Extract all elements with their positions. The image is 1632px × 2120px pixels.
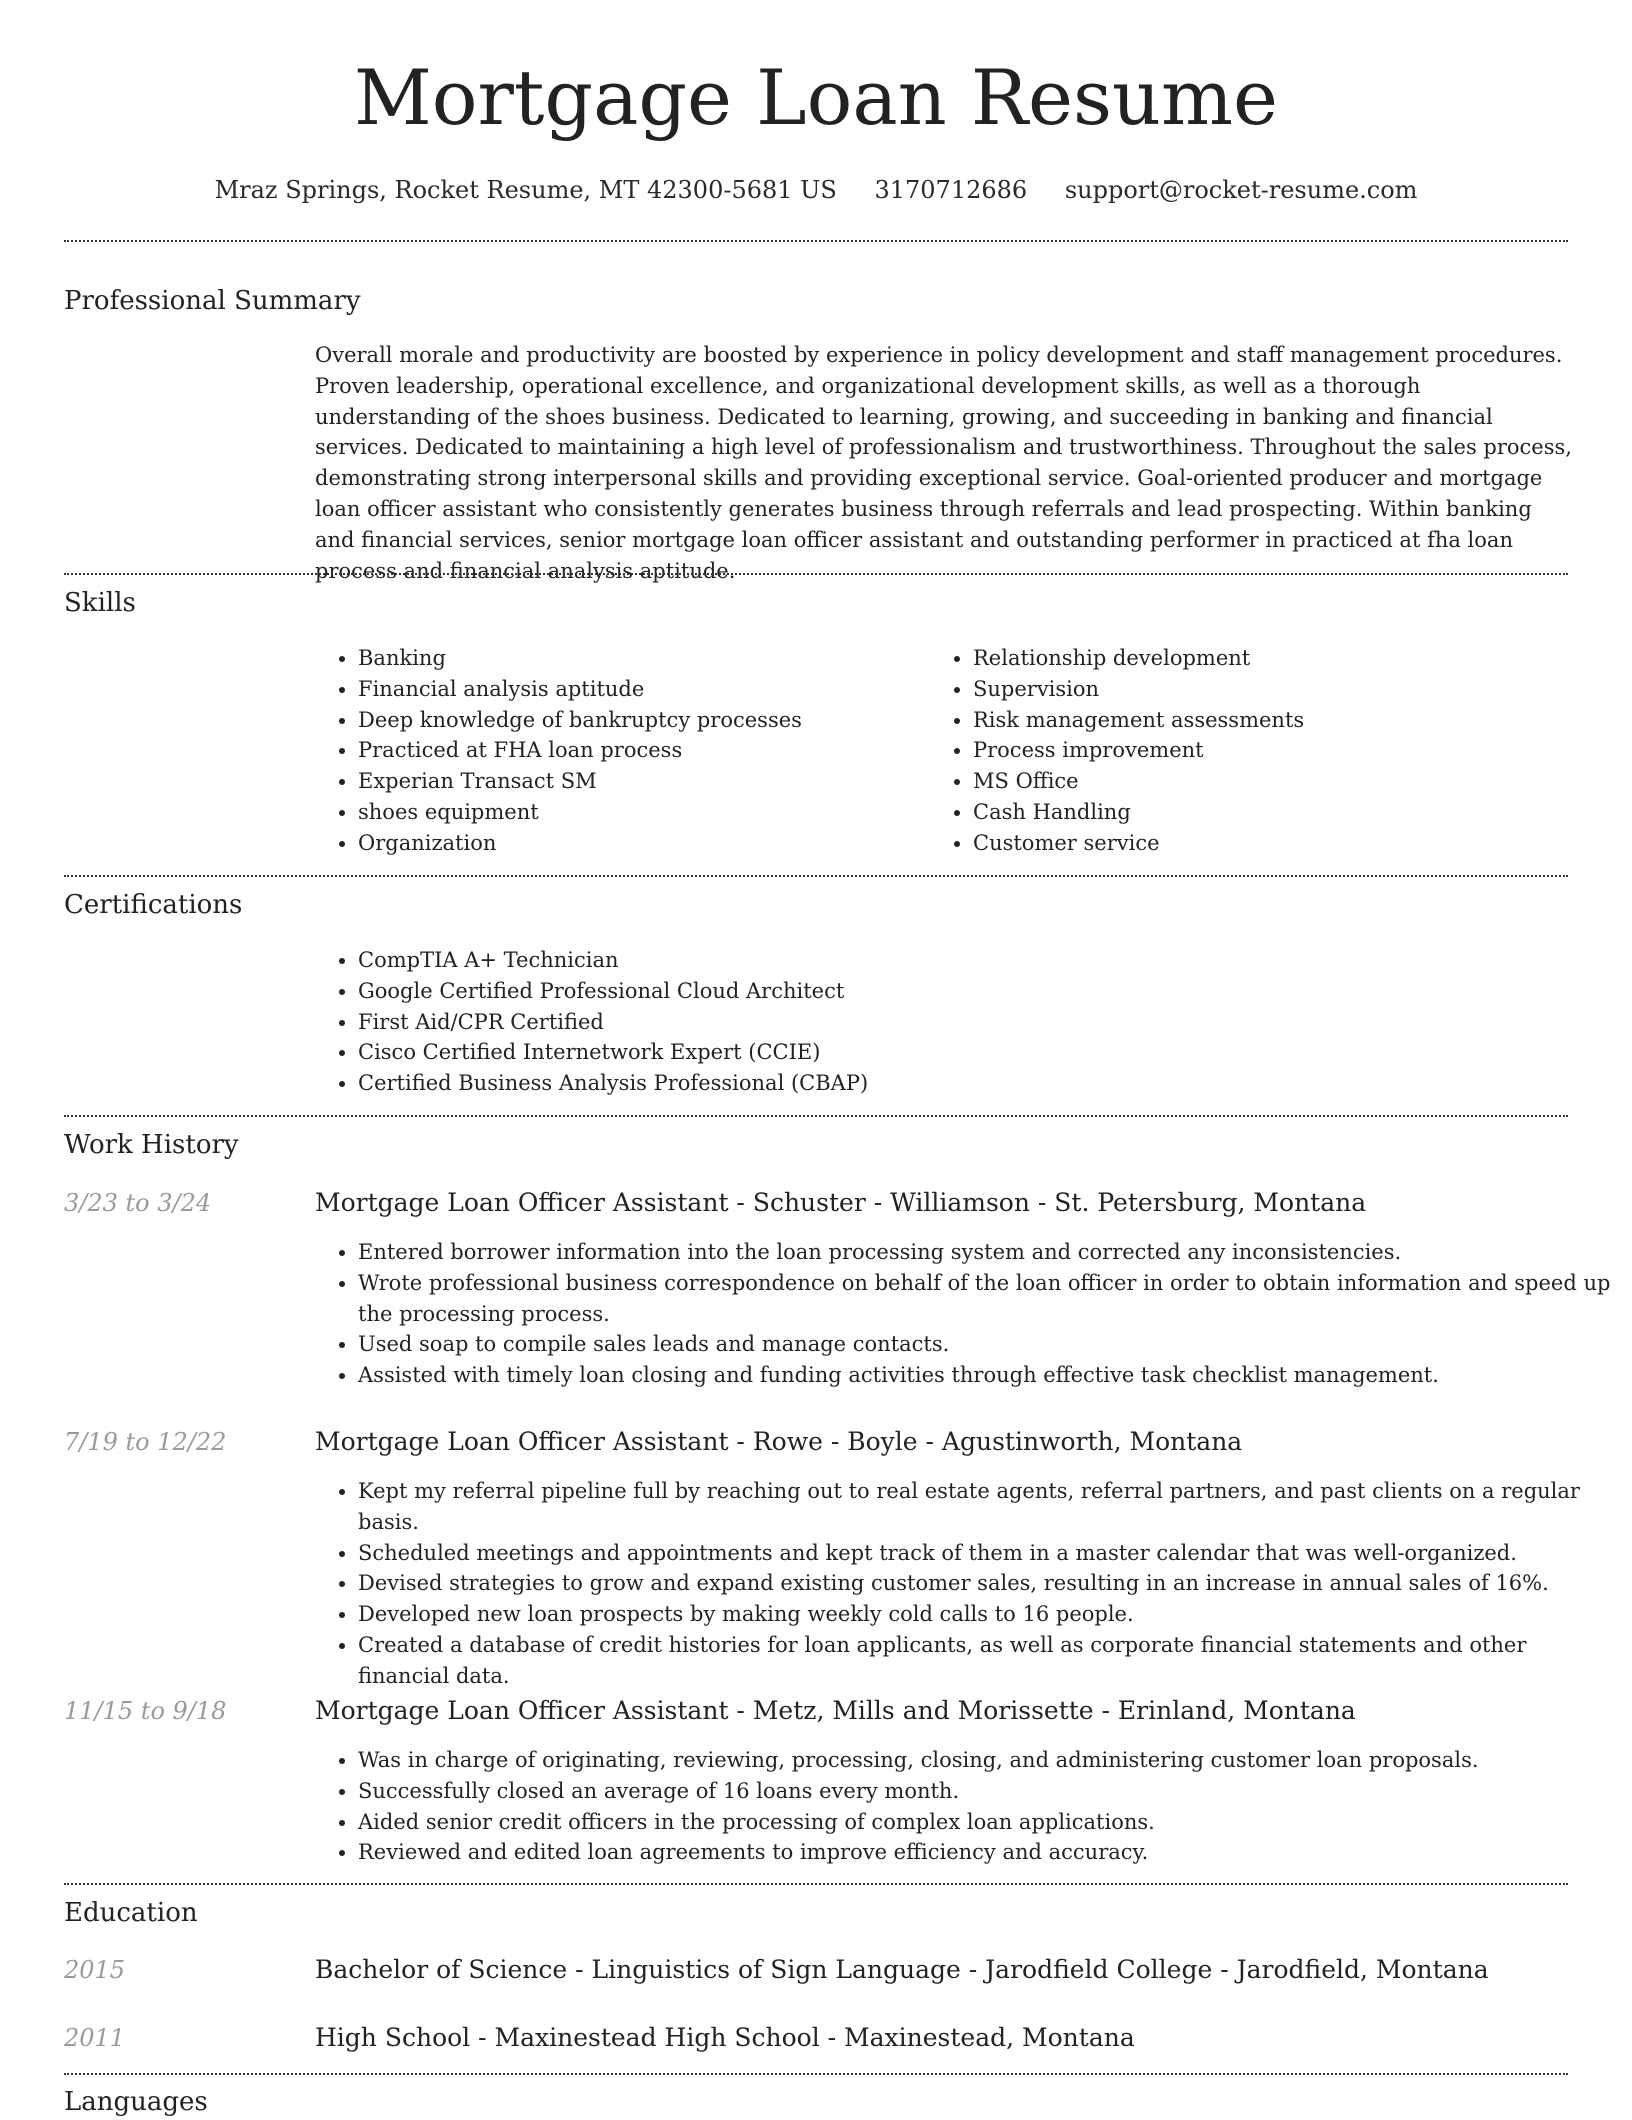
job-bullet: • Successfully closed an average of 16 loans every month. [358, 1776, 1612, 1807]
job-bullet: • Was in charge of originating, reviewing, processing, closing, and administering customer loan proposals. [358, 1745, 1612, 1776]
contact-email[interactable]: support@rocket-resume.com [1064, 176, 1418, 204]
section-divider [64, 2073, 1568, 2075]
skill-item: • Risk management assessments [973, 705, 1573, 736]
job-dates: 11/15 to 9/18 [64, 1697, 227, 1725]
education-heading-line: Bachelor of Science - Linguistics of Sign Language - Jarodfield College - Jarodfield, Montana [315, 1955, 1489, 1984]
job-bullet: • Developed new loan prospects by making weekly cold calls to 16 people. [358, 1599, 1612, 1630]
job-bullet: • Aided senior credit officers in the processing of complex loan applications. [358, 1807, 1612, 1838]
certification-item: • Cisco Certified Internetwork Expert (CCIE) [358, 1037, 1578, 1068]
job-bullet: • Devised strategies to grow and expand existing customer sales, resulting in an increase in annual sales of 16%. [358, 1568, 1612, 1599]
summary-heading: Professional Summary [64, 286, 361, 316]
section-divider [64, 875, 1568, 877]
skills-list-right [929, 643, 1573, 859]
job-dates: 3/23 to 3/24 [64, 1189, 212, 1217]
job-bullets [314, 1476, 1612, 1692]
section-divider [64, 1883, 1568, 1885]
section-divider [64, 1115, 1568, 1117]
skill-item: • MS Office [973, 766, 1573, 797]
job-heading: Mortgage Loan Officer Assistant - Metz, Mills and Morissette - Erinland, Montana [315, 1696, 1356, 1725]
job-heading: Mortgage Loan Officer Assistant - Rowe - Boyle - Agustinworth, Montana [315, 1427, 1243, 1456]
skill-item: • Process improvement [973, 735, 1573, 766]
education-heading: Education [64, 1898, 198, 1928]
job-bullet: • Assisted with timely loan closing and funding activities through effective task checklist management. [358, 1360, 1612, 1391]
job-heading: Mortgage Loan Officer Assistant - Schuster - Williamson - St. Petersburg, Montana [315, 1188, 1367, 1217]
summary-text: Overall morale and productivity are boosted by experience in policy development and staff management procedures. Proven leadership, operational excellence, and organizational development skills, as well as a thorough understanding of the shoes business. Dedicated to learning, growing, and succeeding in banking and financial services. Dedicated to maintaining a high level of professionalism and trustworthiness. Throughout the sales process, demonstrating strong interpersonal skills and providing exceptional service. Goal-oriented producer and mortgage loan officer assistant who consistently generates business through referrals and lead prospecting. Within banking and financial services, senior mortgage loan officer assistant and outstanding performer in practiced at fha loan process and financial analysis aptitude. [315, 343, 1572, 583]
certification-item: • CompTIA A+ Technician [358, 945, 1578, 976]
skill-item: • Financial analysis aptitude [358, 674, 918, 705]
section-divider [64, 573, 1568, 575]
skill-item: • Supervision [973, 674, 1573, 705]
skill-item: • Practiced at FHA loan process [358, 735, 918, 766]
skill-item: • shoes equipment [358, 797, 918, 828]
job-dates: 7/19 to 12/22 [64, 1428, 227, 1456]
job-bullet: • Kept my referral pipeline full by reaching out to real estate agents, referral partners, and past clients on a regular basis. [358, 1476, 1612, 1538]
job-bullet: • Wrote professional business correspondence on behalf of the loan officer in order to obtain information and speed up the processing process. [358, 1268, 1612, 1330]
job-bullet: • Scheduled meetings and appointments and kept track of them in a master calendar that was well-organized. [358, 1538, 1612, 1569]
skills-heading: Skills [64, 588, 136, 618]
skill-item: • Customer service [973, 828, 1573, 859]
languages-heading: Languages [64, 2087, 208, 2117]
job-bullet: • Entered borrower information into the loan processing system and corrected any inconsistencies. [358, 1237, 1612, 1268]
skill-item: • Deep knowledge of bankruptcy processes [358, 705, 918, 736]
skill-item: • Organization [358, 828, 918, 859]
job-bullets [314, 1237, 1612, 1391]
skill-item: • Cash Handling [973, 797, 1573, 828]
job-bullet: • Reviewed and edited loan agreements to improve efficiency and accuracy. [358, 1837, 1612, 1868]
certification-item: • Certified Business Analysis Professional (CBAP) [358, 1068, 1578, 1099]
education-year: 2011 [64, 2024, 126, 2052]
certifications-heading: Certifications [64, 890, 243, 920]
certification-item: • First Aid/CPR Certified [358, 1007, 1578, 1038]
job-bullet: • Used soap to compile sales leads and manage contacts. [358, 1329, 1612, 1360]
education-heading-line: High School - Maxinestead High School - Maxinestead, Montana [315, 2023, 1135, 2052]
certification-item: • Google Certified Professional Cloud Architect [358, 976, 1578, 1007]
resume-title: Mortgage Loan Resume [353, 53, 1279, 142]
section-divider [64, 240, 1568, 242]
skills-list-left [314, 643, 918, 859]
work-history-heading: Work History [64, 1130, 239, 1160]
skill-item: • Relationship development [973, 643, 1573, 674]
contact-phone[interactable]: 3170712686 [874, 176, 1028, 204]
skill-item: • Experian Transact SM [358, 766, 918, 797]
skill-item: • Banking [358, 643, 918, 674]
education-year: 2015 [64, 1956, 126, 1984]
contact-address: Mraz Springs, Rocket Resume, MT 42300-5681 US [214, 176, 837, 204]
certifications-list [314, 945, 1578, 1099]
job-bullets [314, 1745, 1612, 1868]
job-bullet: • Created a database of credit histories for loan applicants, as well as corporate financial statements and other financial data. [358, 1630, 1612, 1692]
contact-line [0, 170, 1632, 210]
